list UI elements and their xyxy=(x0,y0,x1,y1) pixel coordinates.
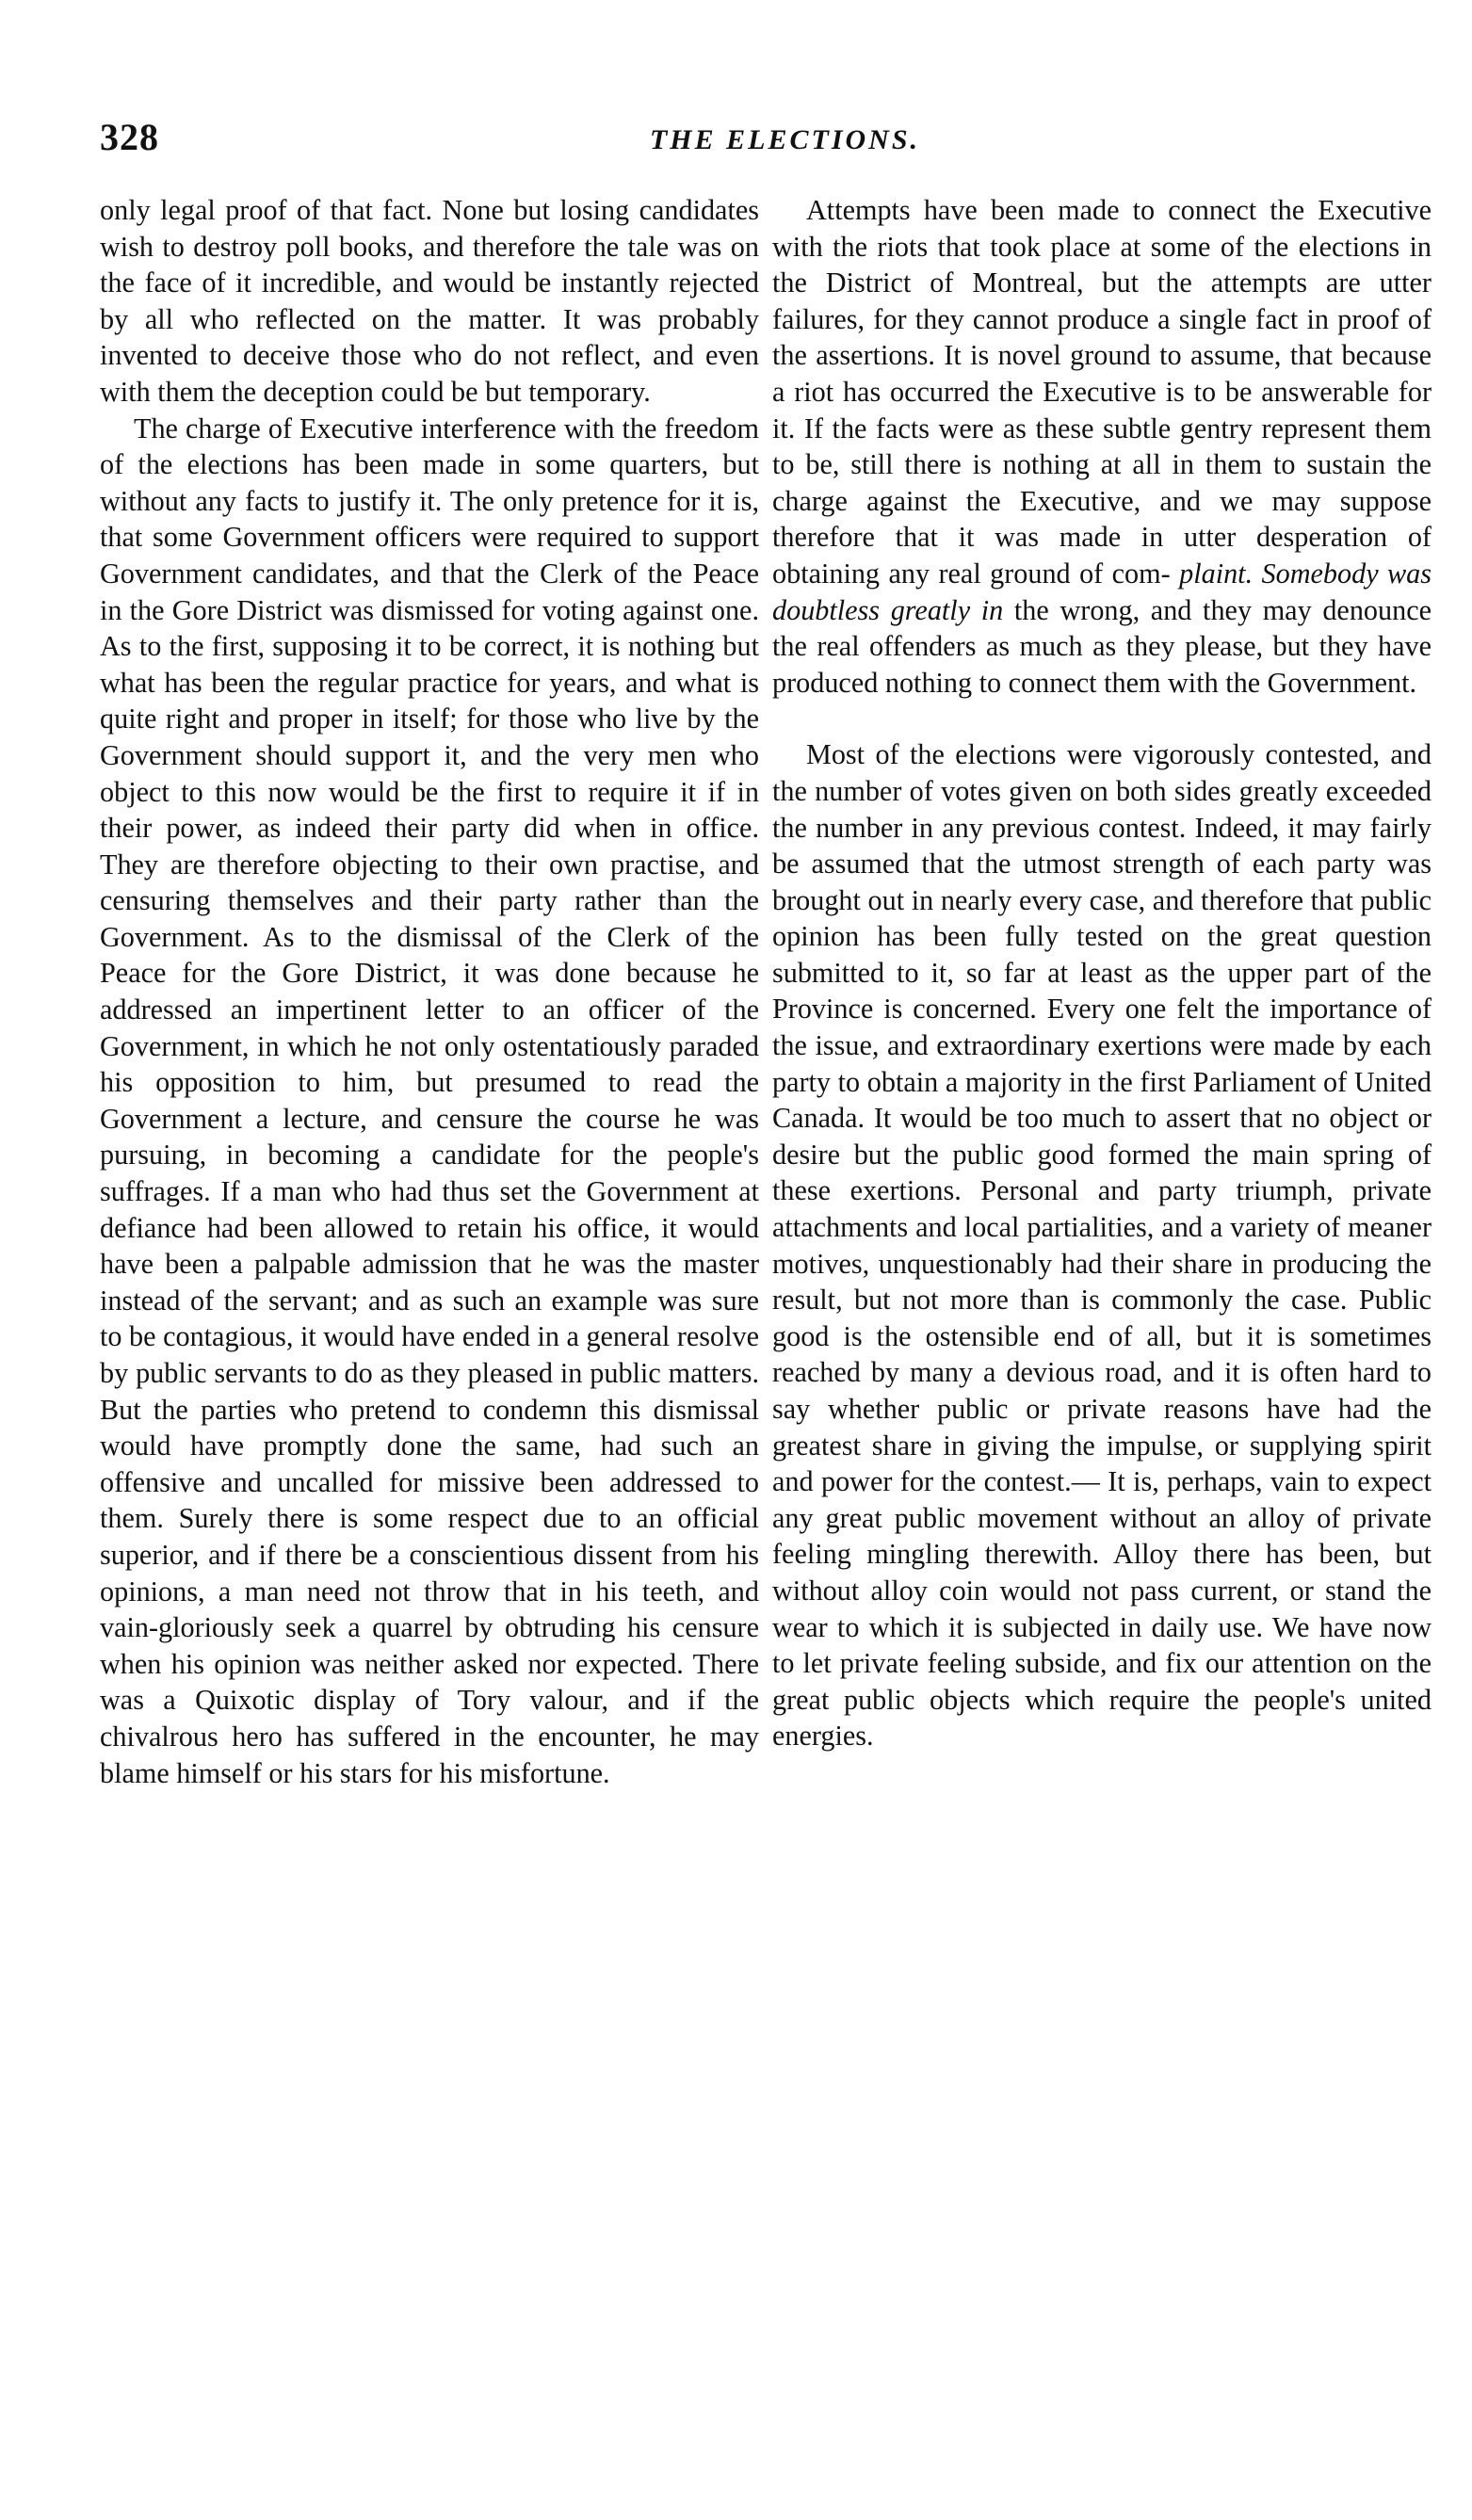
right-paragraph-1-text-b: the wrong, and they may denounce the real offenders as much as they please, but they have produced nothing to connect them with the Government. xyxy=(772,593,1432,699)
left-column xyxy=(100,192,759,1791)
left-paragraph-2: The charge of Executive interference with the freedom of the elections has been made in some quarters, but without any facts to justify it. The only pretence for it is, that some Government officers were required to support Government candidates, and that the Clerk of the Peace in the Gore District was dismissed for voting against one. As to the first, supposing it to be correct, it is nothing but what has been the regular practice for years, and what is quite right and proper in itself; for those who live by the Government should support it, and the very men who object to this now would be the first to require it if in their power, as indeed their party did when in office. They are therefore objecting to their own practise, and censuring themselves and their party rather than the Government. As to the dismissal of the Clerk of the Peace for the Gore District, it was done because he addressed an impertinent letter to an officer of the Government, in which he not only ostentatiously paraded his opposition to him, but presumed to read the Government a lecture, and censure the course he was pursuing, in becoming a candidate for the people's suffrages. If a man who had thus set the Government at defiance had been allowed to retain his office, it would have been a palpable admission that he was the master instead of the servant; and as such an example was sure to be contagious, it would have ended in a general resolve by public servants to do as they pleased in public matters. But the parties who pretend to condemn this dismissal would have promptly done the same, had such an offensive and uncalled for missive been addressed to them. Surely there is some respect due to an official superior, and if there be a conscientious dissent from his opinions, a man need not throw that in his teeth, and vain-gloriously seek a quarrel by obtruding his censure when his opinion was neither asked nor expected. There was a Quixotic display of Tory valour, and if the chivalrous hero has suffered in the encounter, he may blame himself or his stars for his misfortune. xyxy=(100,412,759,1789)
right-paragraph-2: Most of the elections were vigorously contested, and the number of votes given on both sides greatly exceeded the number in any previous contest. Indeed, it may fairly be assumed that the utmost strength of each party was brought out in nearly every case, and therefore that public opinion has been fully tested on the great question submitted to it, so far at least as the upper part of the Province is concerned. Every one felt the importance of the issue, and extraordinary exertions were made by each party to obtain a majority in the first Parliament of United Canada. It would be too much to assert that no object or desire but the public good formed the main spring of these exertions. Personal and party triumph, private attachments and local partialities, and a variety of meaner motives, unquestionably had their share in producing the result, but not more than is commonly the case. Public good is the ostensible end of all, but it is sometimes reached by many a devious road, and it is often hard to say whether public or private reasons have had the greatest share in giving the impulse, or supplying spirit and power for the contest.— It is, perhaps, vain to expect any great public movement without an alloy of private feeling mingling therewith. Alloy there has been, but without alloy coin would not pass current, or stand the wear to which it is subjected in daily use. We have now to let private feeling subside, and fix our attention on the great public objects which require the people's united energies. xyxy=(772,738,1432,1753)
page-header xyxy=(100,115,1470,171)
page-number: 328 xyxy=(100,116,159,158)
right-column xyxy=(772,192,1432,1754)
right-paragraph-1-text-a: Attempts have been made to connect the Executive with the riots that took place at some of the elections in the District of Montreal, but the attempts are utter failures, for they cannot produce a single fact in proof of the assertions. It is novel ground to assume, that because a riot has occurred the Executive is to be answerable for it. If the facts were as these subtle gentry represent them to be, still there is nothing at all in them to sustain the charge against the Executive, and we may suppose therefore that it was made in utter desperation of obtaining any real ground of com- xyxy=(772,194,1432,590)
right-paragraph-1 xyxy=(772,192,1432,701)
running-title: THE ELECTIONS. xyxy=(649,124,921,155)
left-paragraph-1: only legal proof of that fact. None but losing candidates wish to destroy poll books, and therefore the tale was on the face of it incredible, and would be instantly rejected by all who reflected on the matter. It was probably invented to deceive those who do not reflect, and even with them the deception could be but temporary. xyxy=(100,194,759,408)
right-paragraph-1-italic: plaint. Somebody was doubtless greatly in xyxy=(772,557,1432,626)
